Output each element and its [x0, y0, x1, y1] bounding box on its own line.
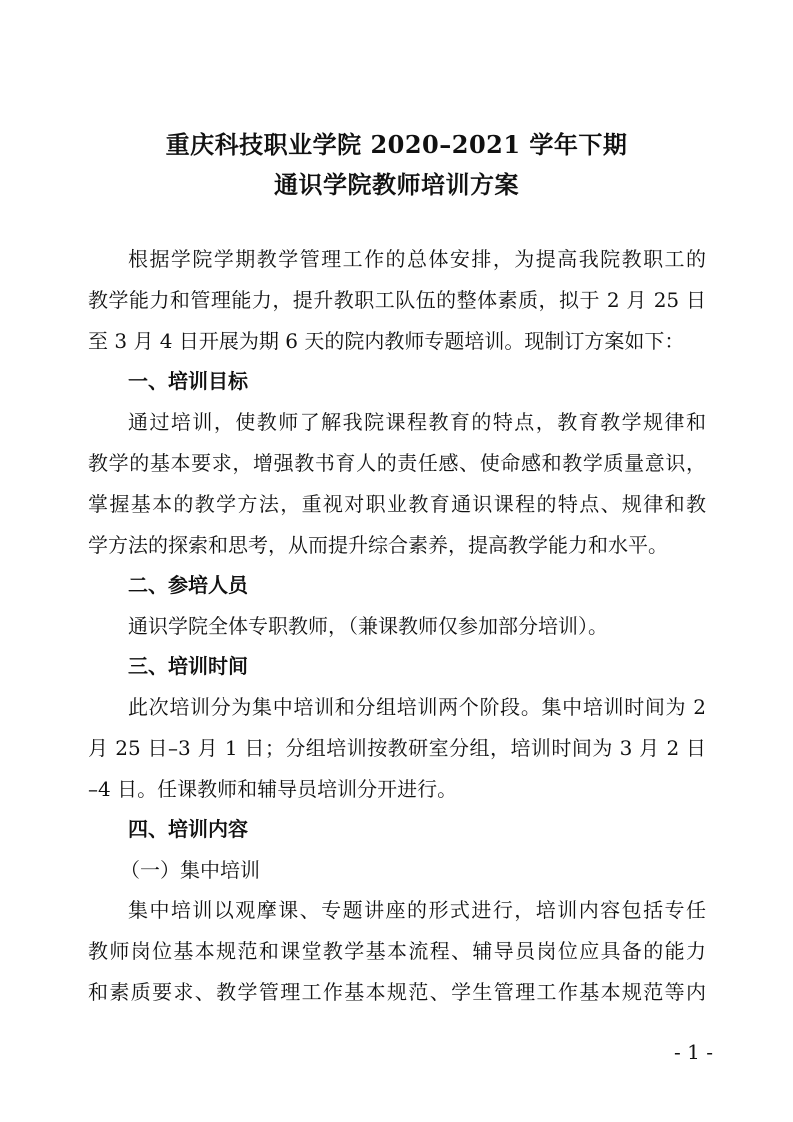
- schedule-line-2: 月 25 日–3 月 1 日；分组培训按教研室分组，培训时间为 3 月 2 日: [88, 736, 706, 760]
- objectives-line-2: 教学的基本要求，增强教书育人的责任感、使命感和教学质量意识，: [88, 451, 706, 475]
- section-heading-objectives: 一、培训目标: [128, 369, 248, 393]
- section-heading-content: 四、培训内容: [128, 817, 248, 841]
- document-title-line-1: 重庆科技职业学院 2020–2021 学年下期: [165, 130, 628, 159]
- content-line-3: 和素质要求、教学管理工作基本规范、学生管理工作基本规范等内: [88, 980, 706, 1004]
- participants-line-1: 通识学院全体专职教师，（兼课教师仅参加部分培训）。: [128, 614, 608, 638]
- section-heading-participants: 二、参培人员: [128, 573, 248, 597]
- objectives-line-1: 通过培训，使教师了解我院课程教育的特点，教育教学规律和: [128, 410, 706, 434]
- intro-line-2: 教学能力和管理能力，提升教职工队伍的整体素质，拟于 2 月 25 日: [88, 288, 706, 312]
- schedule-line-1: 此次培训分为集中培训和分组培训两个阶段。集中培训时间为 2: [128, 695, 706, 719]
- content-line-2: 教师岗位基本规范和课堂教学基本流程、辅导员岗位应具备的能力: [88, 939, 706, 963]
- subsection-heading-centralized: （一）集中培训: [120, 858, 260, 882]
- page-number: - 1 -: [674, 1040, 713, 1064]
- intro-line-3: 至 3 月 4 日开展为期 6 天的院内教师专题培训。现制订方案如下：: [88, 329, 685, 353]
- schedule-line-3: –4 日。任课教师和辅导员培训分开进行。: [88, 777, 458, 801]
- content-line-1: 集中培训以观摩课、专题讲座的形式进行，培训内容包括专任: [128, 898, 706, 922]
- objectives-line-3: 掌握基本的教学方法，重视对职业教育通识课程的特点、规律和教: [88, 492, 706, 516]
- section-heading-schedule: 三、培训时间: [128, 654, 248, 678]
- objectives-line-4: 学方法的探索和思考，从而提升综合素养，提高教学能力和水平。: [88, 533, 668, 557]
- document-title-line-2: 通识学院教师培训方案: [274, 170, 519, 199]
- intro-line-1: 根据学院学期教学管理工作的总体安排，为提高我院教职工的: [128, 247, 706, 271]
